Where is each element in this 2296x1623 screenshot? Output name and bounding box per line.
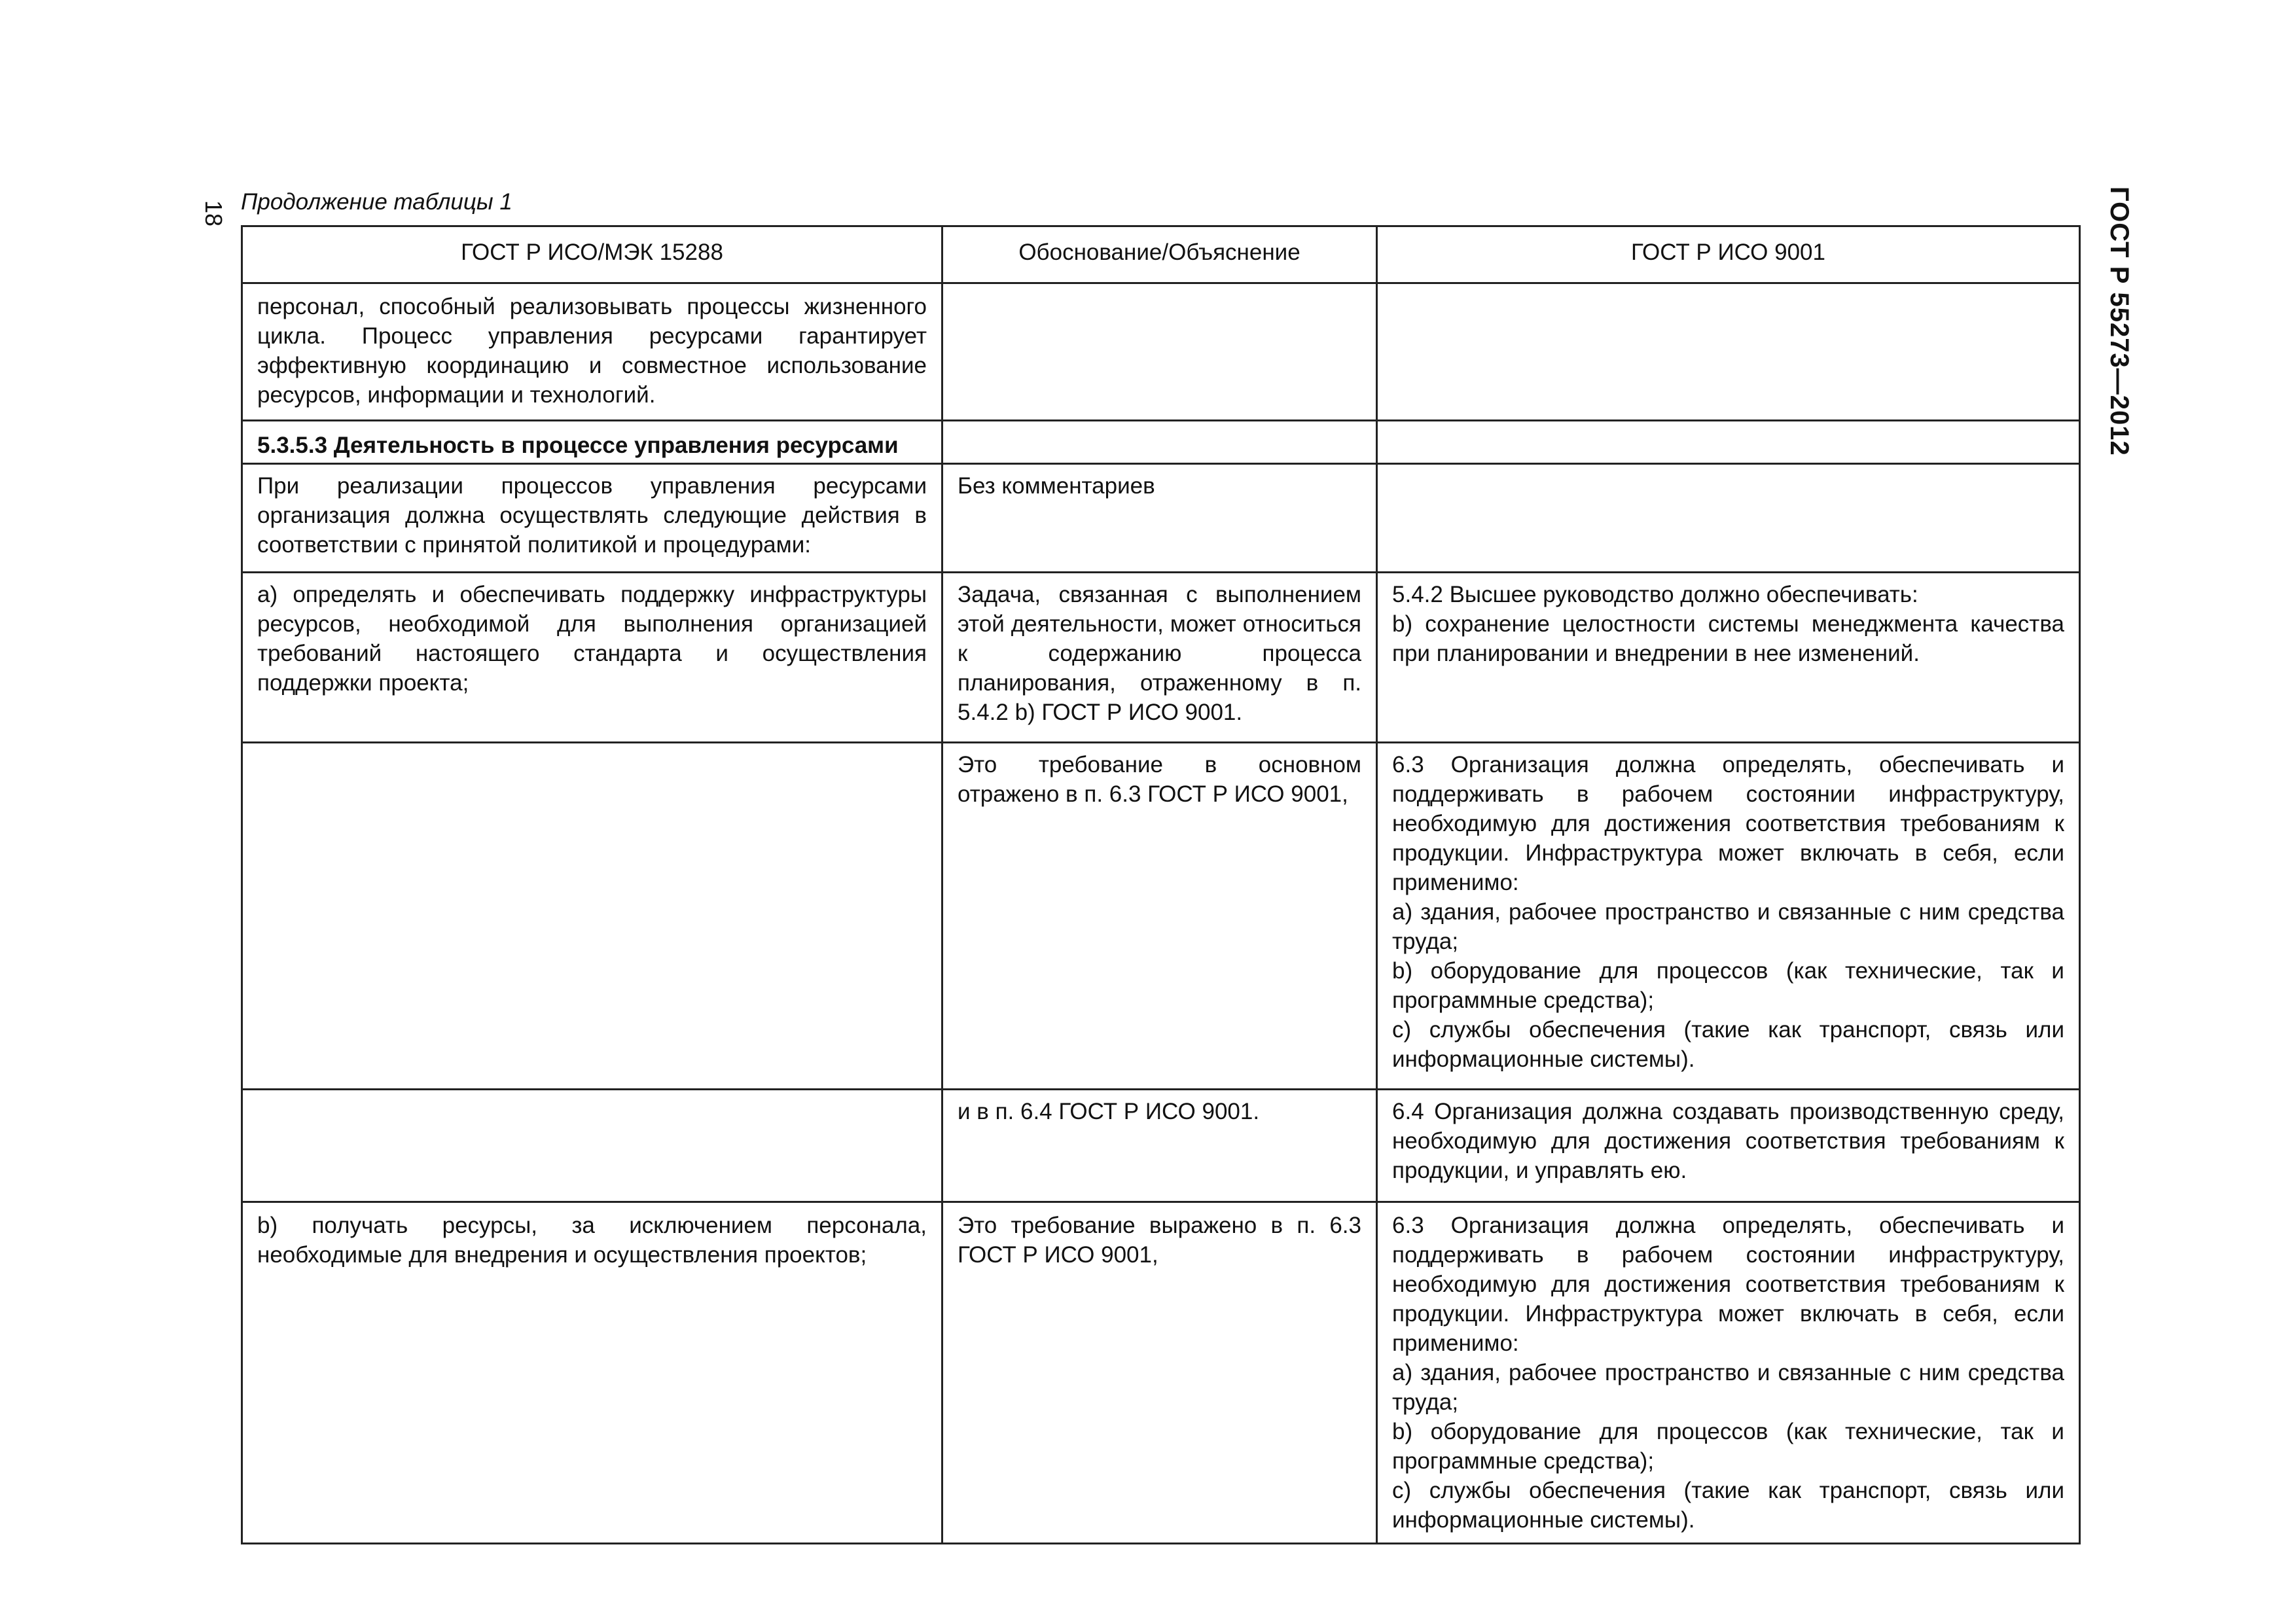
header-col-15288: ГОСТ Р ИСО/МЭК 15288	[242, 226, 942, 283]
cell-9001	[1377, 1202, 2080, 1544]
table-header-row	[242, 226, 2080, 283]
clause-item: b) оборудование для процессов (как технические, так и программные средства);	[1392, 1419, 2064, 1474]
cell-justification: Задача, связанная с выполнением этой деятельности, может относиться к содержанию процесса планирования, отраженному в п. 5.4.2 b) ГОСТ Р ИСО 9001.	[942, 573, 1377, 743]
cell-9001	[1377, 743, 2080, 1090]
clause-item: а) здания, рабочее пространство и связанные с ним средства труда;	[1392, 899, 2064, 954]
cell-15288: персонал, способный реализовывать процессы жизненного цикла. Процесс управления ресурсами гарантирует эффективную координацию и совместное использование ресурсов, информации и технологий.	[242, 283, 942, 421]
cell-justification: Без комментариев	[942, 464, 1377, 573]
clause-item: c) службы обеспечения (такие как транспорт, связь или информационные системы).	[1392, 1478, 2064, 1533]
cell-15288	[242, 743, 942, 1090]
cell-justification	[942, 421, 1377, 464]
clause-text: 6.3 Организация должна определять, обеспечивать и поддерживать в рабочем состоянии инфраструктуру, необходимую для достижения соответствия требованиям к продукции. Инфраструктура может включать в себя, если применимо:	[1392, 1213, 2064, 1356]
cell-15288: b) получать ресурсы, за исключением персонала, необходимые для внедрения и осуществления проектов;	[242, 1202, 942, 1544]
table-row	[242, 1090, 2080, 1202]
page-number: 18	[200, 200, 227, 227]
table-row	[242, 1202, 2080, 1544]
clause-text: b) сохранение целостности системы менеджмента качества при планировании и внедрении в нее изменений.	[1392, 611, 2064, 666]
document-designation: ГОСТ Р 55273—2012	[2105, 187, 2134, 456]
cell-15288	[242, 1090, 942, 1202]
table-row	[242, 283, 2080, 421]
section-heading: 5.3.5.3 Деятельность в процессе управления ресурсами	[257, 433, 899, 458]
cell-9001	[1377, 421, 2080, 464]
table-row	[242, 421, 2080, 464]
clause-item: c) службы обеспечения (такие как транспорт, связь или информационные системы).	[1392, 1017, 2064, 1072]
header-col-9001: ГОСТ Р ИСО 9001	[1377, 226, 2080, 283]
cell-justification: и в п. 6.4 ГОСТ Р ИСО 9001.	[942, 1090, 1377, 1202]
cell-9001	[1377, 573, 2080, 743]
clause-item: а) здания, рабочее пространство и связанные с ним средства труда;	[1392, 1360, 2064, 1415]
cell-15288: При реализации процессов управления ресурсами организация должна осуществлять следующие действия в соответствии с принятой политикой и процедурами:	[242, 464, 942, 573]
cell-justification	[942, 283, 1377, 421]
header-col-justification: Обоснование/Объяснение	[942, 226, 1377, 283]
table-row	[242, 573, 2080, 743]
table-caption: Продолжение таблицы 1	[241, 189, 512, 215]
cell-justification: Это требование в основном отражено в п. 6.3 ГОСТ Р ИСО 9001,	[942, 743, 1377, 1090]
clause-item: b) оборудование для процессов (как технические, так и программные средства);	[1392, 958, 2064, 1013]
table-row	[242, 464, 2080, 573]
cell-justification: Это требование выражено в п. 6.3 ГОСТ Р ИСО 9001,	[942, 1202, 1377, 1544]
cell-9001	[1377, 283, 2080, 421]
cell-9001: 6.4 Организация должна создавать производственную среду, необходимую для достижения соответствия требованиям к продукции, и управлять ею.	[1377, 1090, 2080, 1202]
cell-9001	[1377, 464, 2080, 573]
cell-15288	[242, 421, 942, 464]
comparison-table	[241, 225, 2081, 1544]
clause-text: 5.4.2 Высшее руководство должно обеспечивать:	[1392, 582, 1918, 607]
clause-text: 6.3 Организация должна определять, обеспечивать и поддерживать в рабочем состоянии инфраструктуру, необходимую для достижения соответствия требованиям к продукции. Инфраструктура может включать в себя, если применимо:	[1392, 752, 2064, 895]
table-row	[242, 743, 2080, 1090]
cell-15288: а) определять и обеспечивать поддержку инфраструктуры ресурсов, необходимой для выполнения организацией требований настоящего стандарта и осуществления поддержки проекта;	[242, 573, 942, 743]
